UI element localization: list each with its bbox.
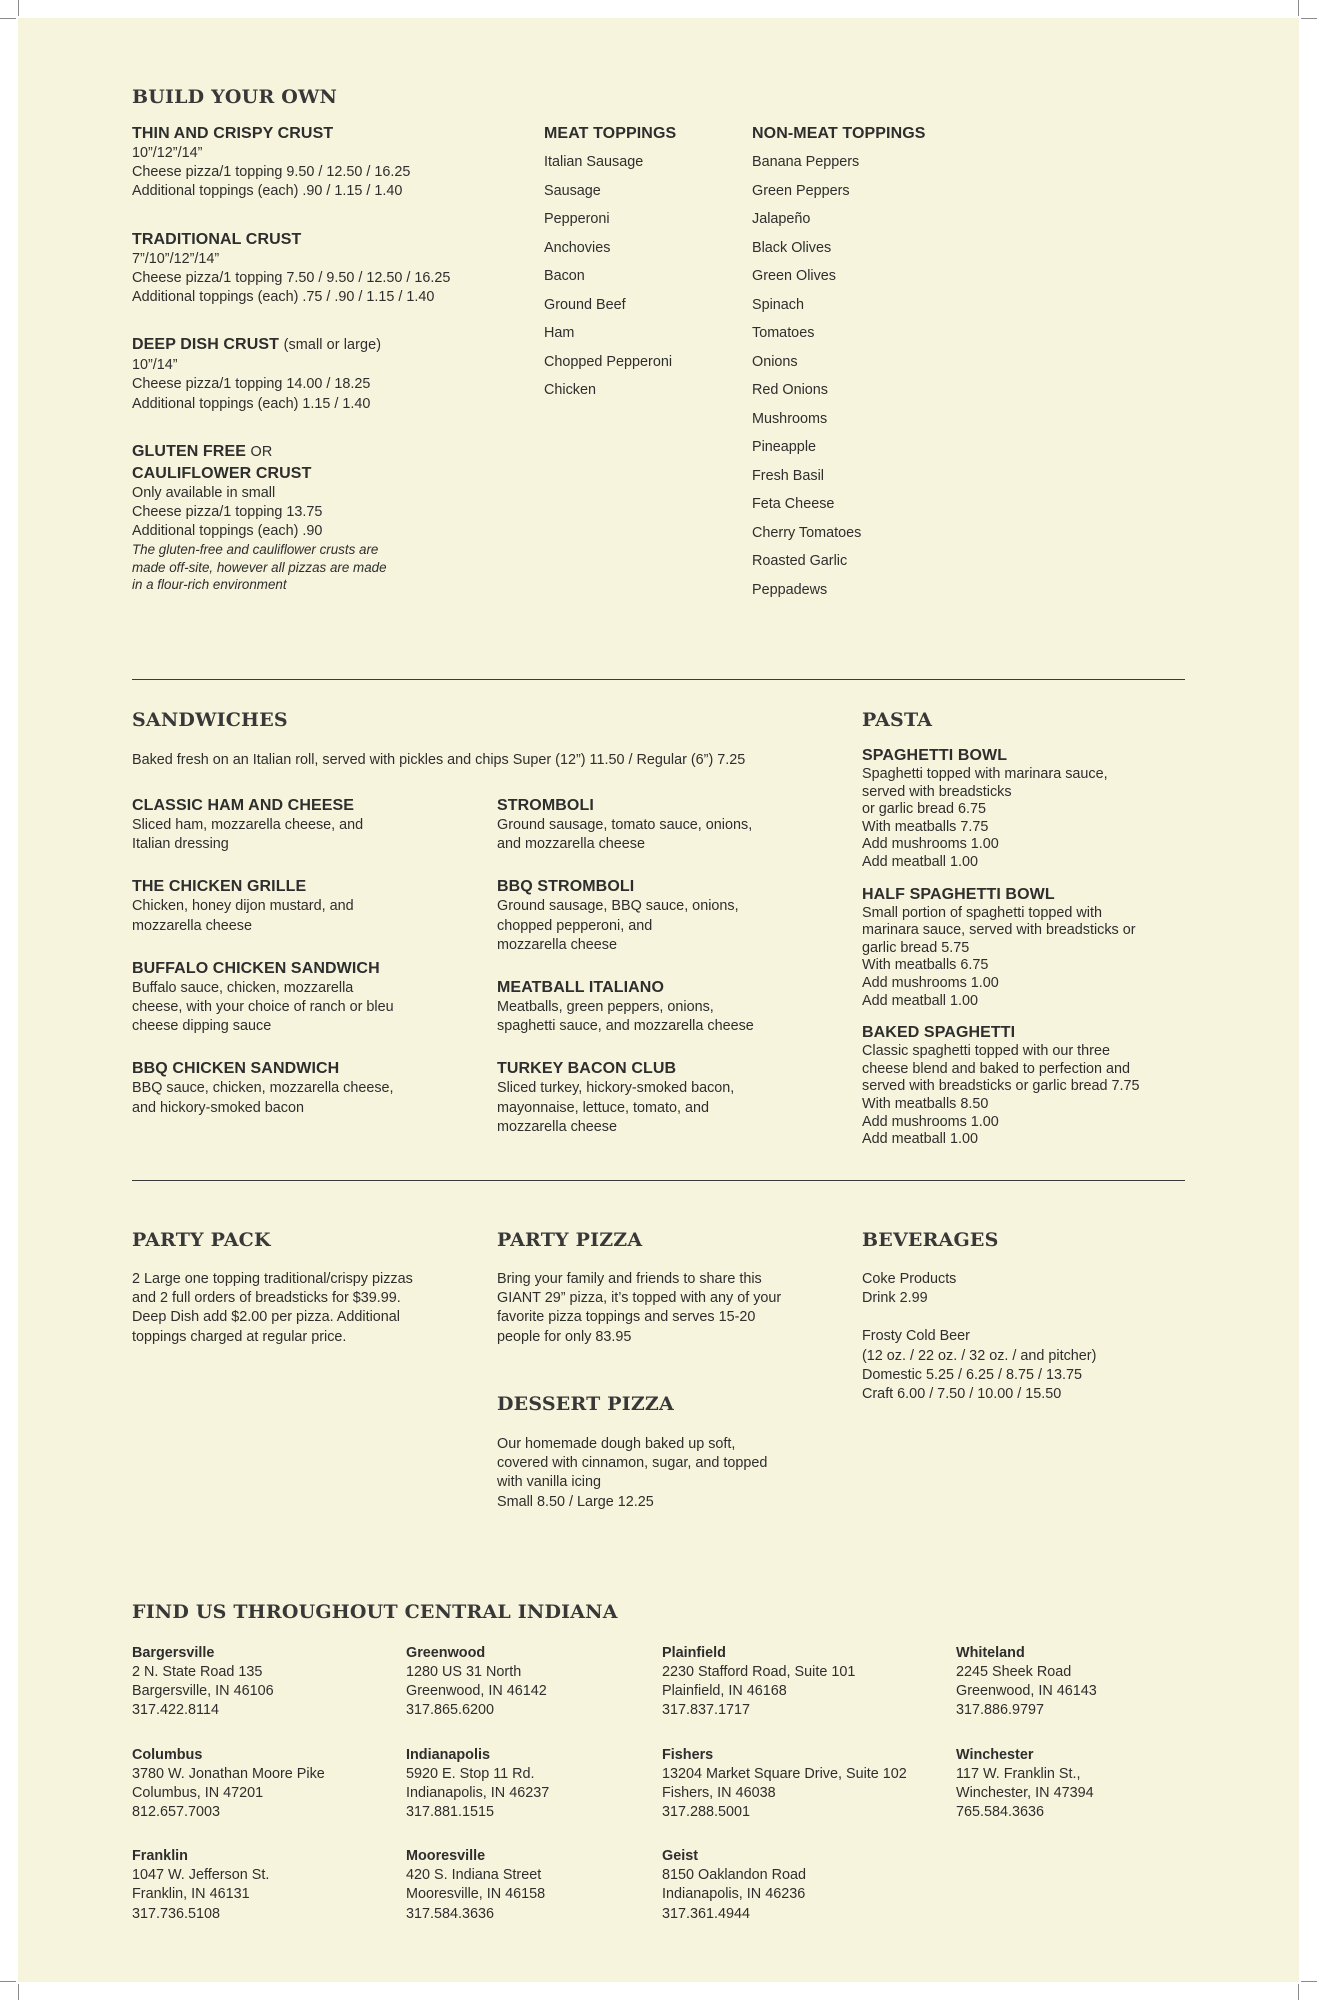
party-pizza-line: favorite pizza toppings and serves 15-20 [497,1309,756,1326]
party-pizza-description [497,1270,781,1347]
gluten-free-disclaimer: The gluten-free and cauliflower crusts are [132,542,379,558]
pasta-item [862,1022,1182,1149]
location-address: 5920 E. Stop 11 Rd. [406,1765,535,1782]
locations-column [662,1644,907,1949]
beverages-heading: BEVERAGES [862,1229,999,1251]
sandwich-name: TURKEY BACON CLUB [497,1060,677,1078]
pasta-option: Add mushrooms 1.00 [862,1113,999,1130]
traditional-crust-price: Cheese pizza/1 topping 7.50 / 9.50 / 12.50 / 16.25 [132,269,451,286]
location-card [132,1847,325,1924]
location-name: Fishers [662,1746,714,1763]
sandwich-name: THE CHICKEN GRILLE [132,878,307,896]
party-pack-line: Deep Dish add $2.00 per pizza. Additional [132,1309,401,1326]
sandwich-name: STROMBOLI [497,797,594,814]
location-name: Whiteland [956,1645,1025,1661]
location-city: Bargersville, IN 46106 [132,1683,274,1700]
sandwich-description: Chicken, honey dijon mustard, and [132,898,354,915]
deep-dish-crust-note: (small or large) [283,337,382,354]
location-card [406,1847,549,1924]
coke-products: Coke Products [862,1271,957,1287]
crop-mark [0,1981,16,1982]
sandwiches-intro: Baked fresh on an Italian roll, served with pickles and chips Super (12”) 11.50 / Regular (6”) 7.25 [132,752,746,768]
location-card [662,1746,907,1823]
non-meat-topping-item: Spinach [752,296,805,313]
pasta-option: Add meatball 1.00 [862,992,979,1009]
location-name: Mooresville [406,1848,486,1865]
non-meat-topping-item: Black Olives [752,239,832,256]
location-name: Winchester [956,1746,1034,1763]
pasta-option: Add mushrooms 1.00 [862,836,999,853]
gluten-free-toppings-price: Additional toppings (each) .90 [132,523,323,540]
crop-mark [1298,1984,1299,2000]
locations-column [956,1644,1097,1847]
location-address: 2230 Stafford Road, Suite 101 [662,1664,856,1680]
gluten-free-name: GLUTEN FREE [132,442,246,460]
deep-dish-crust-price: Cheese pizza/1 topping 14.00 / 18.25 [132,376,371,393]
gluten-free-availability: Only available in small [132,484,276,501]
location-city: Franklin, IN 46131 [132,1886,250,1903]
thin-crust-name: THIN AND CRISPY CRUST [132,125,334,142]
location-city: Winchester, IN 47394 [956,1784,1094,1801]
pasta-description: marinara sauce, served with breadsticks or [862,922,1136,939]
sandwich-description: Meatballs, green peppers, onions, [497,999,714,1016]
sandwich-name: CLASSIC HAM AND CHEESE [132,797,355,814]
traditional-crust-toppings-price: Additional toppings (each) .75 / .90 / 1.15 / 1.40 [132,289,435,306]
party-pack-line: toppings charged at regular price. [132,1328,347,1345]
sandwich-description: chopped pepperoni, and [497,917,653,934]
location-phone: 317.881.1515 [406,1804,495,1821]
meat-toppings [544,123,676,405]
meat-topping-item: Bacon [544,268,585,284]
non-meat-topping-item: Mushrooms [752,410,828,427]
sandwich-description: Ground sausage, tomato sauce, onions, [497,817,753,833]
sandwich-name: BBQ STROMBOLI [497,878,635,896]
pasta-description: served with breadsticks or garlic bread 7.75 [862,1078,1140,1095]
location-address: 1047 W. Jefferson St. [132,1867,270,1884]
pasta-option: Add meatball 1.00 [862,1131,979,1148]
party-pizza-heading: PARTY PIZZA [497,1229,643,1251]
location-address: 3780 W. Jonathan Moore Pike [132,1765,325,1782]
sandwich-name: BBQ CHICKEN SANDWICH [132,1060,340,1078]
crop-mark [1301,18,1317,19]
pasta-name: SPAGHETTI BOWL [862,747,1008,764]
location-phone: 317.886.9797 [956,1702,1045,1719]
pasta-item [862,745,1182,872]
sandwich-item [132,876,472,935]
section-divider [132,1180,1185,1181]
beer-heading: Frosty Cold Beer [862,1328,970,1345]
pasta-description: served with breadsticks [862,783,1012,800]
location-card [662,1644,907,1721]
non-meat-topping-item: Jalapeño [752,211,811,227]
party-pizza-line: GIANT 29” pizza, it’s topped with any of your [497,1290,782,1307]
non-meat-toppings-heading: NON-MEAT TOPPINGS [752,125,926,142]
crop-mark [18,1984,19,2000]
sandwich-item [497,876,837,955]
sandwich-description: mayonnaise, lettuce, tomato, and [497,1099,709,1116]
location-phone: 317.865.6200 [406,1702,495,1719]
sandwich-description: mozzarella cheese [497,936,617,953]
non-meat-topping-item: Peppadews [752,581,828,598]
pasta-column [862,745,1182,1149]
pasta-option: With meatballs 7.75 [862,818,989,835]
location-address: 2245 Sheek Road [956,1664,1072,1680]
location-phone: 812.657.7003 [132,1804,221,1821]
sandwich-description: Buffalo sauce, chicken, mozzarella [132,979,354,996]
meat-topping-item: Chopped Pepperoni [544,353,673,370]
sandwich-item [132,795,472,854]
location-name: Indianapolis [406,1746,490,1763]
sandwich-description: mozzarella cheese [132,917,252,934]
deep-dish-crust-toppings-price: Additional toppings (each) 1.15 / 1.40 [132,395,371,412]
non-meat-topping-item: Cherry Tomatoes [752,524,862,541]
pasta-name: BAKED SPAGHETTI [862,1024,1016,1042]
sandwich-name: BUFFALO CHICKEN SANDWICH [132,959,380,977]
sandwich-description: and mozzarella cheese [497,836,645,853]
sandwich-item [132,958,472,1037]
coke-price: Drink 2.99 [862,1290,928,1307]
meat-topping-item: Anchovies [544,239,611,256]
sandwich-item [132,1058,472,1117]
gluten-free-or: OR [250,443,273,460]
gluten-free-disclaimer: in a flour-rich environment [132,577,287,593]
gluten-free-disclaimer: made off-site, however all pizzas are made [132,559,387,575]
location-city: Indianapolis, IN 46236 [662,1886,806,1903]
deep-dish-crust-sizes: 10”/14” [132,357,178,374]
non-meat-topping-item: Red Onions [752,382,828,398]
deep-dish-crust-name: DEEP DISH CRUST [132,336,280,354]
beer-craft-price: Craft 6.00 / 7.50 / 10.00 / 15.50 [862,1386,1062,1403]
dessert-pizza-price: Small 8.50 / Large 12.25 [497,1493,654,1510]
location-phone: 317.422.8114 [132,1702,219,1719]
traditional-crust-sizes: 7”/10”/12”/14” [132,250,220,267]
location-address: 13204 Market Square Drive, Suite 102 [662,1765,907,1782]
dessert-pizza-heading: DESSERT PIZZA [497,1393,674,1415]
location-city: Columbus, IN 47201 [132,1784,264,1801]
meat-toppings-heading: MEAT TOPPINGS [544,125,677,142]
location-address: 420 S. Indiana Street [406,1867,542,1884]
non-meat-topping-item: Roasted Garlic [752,553,848,569]
sandwiches-right-column [497,795,837,1159]
party-pizza-line: Bring your family and friends to share this [497,1271,762,1287]
meat-topping-item: Pepperoni [544,211,610,227]
location-card [406,1644,549,1721]
non-meat-topping-item: Fresh Basil [752,467,824,484]
pasta-option: Add mushrooms 1.00 [862,974,999,991]
location-address: 117 W. Franklin St., [956,1765,1081,1782]
pasta-description: or garlic bread 6.75 [862,801,986,818]
party-pizza-line: people for only 83.95 [497,1328,632,1345]
location-card [132,1644,325,1721]
dessert-pizza-line: covered with cinnamon, sugar, and topped [497,1455,768,1472]
pasta-description: Classic spaghetti topped with our three [862,1043,1110,1060]
meat-topping-item: Ground Beef [544,296,626,313]
locations-column [406,1644,549,1949]
location-city: Greenwood, IN 46143 [956,1683,1097,1700]
gluten-free-price: Cheese pizza/1 topping 13.75 [132,504,323,521]
thin-crust-toppings-price: Additional toppings (each) .90 / 1.15 / 1.40 [132,183,403,200]
pasta-description: cheese blend and baked to perfection and [862,1060,1131,1077]
traditional-crust [132,229,532,308]
meat-topping-item: Ham [544,325,575,341]
pasta-description: Small portion of spaghetti topped with [862,904,1102,921]
location-address: 1280 US 31 North [406,1664,522,1680]
sandwich-item [497,977,837,1036]
non-meat-topping-item: Banana Peppers [752,154,860,170]
sandwich-description: BBQ sauce, chicken, mozzarella cheese, [132,1080,394,1097]
sandwich-description: Sliced ham, mozzarella cheese, and [132,817,364,833]
dessert-pizza-line: with vanilla icing [497,1474,601,1491]
locations-column [132,1644,325,1949]
location-name: Plainfield [662,1645,726,1661]
location-name: Greenwood [406,1645,486,1661]
pasta-heading: PASTA [862,709,933,731]
location-phone: 317.736.5108 [132,1905,221,1922]
crop-mark [1298,0,1299,16]
non-meat-topping-item: Tomatoes [752,325,815,341]
location-address: 2 N. State Road 135 [132,1664,263,1680]
crust-options [132,123,532,594]
non-meat-topping-item: Green Peppers [752,182,850,199]
sandwich-item [497,795,837,854]
pasta-description: garlic bread 5.75 [862,939,970,956]
locations-heading: FIND US THROUGHOUT CENTRAL INDIANA [132,1601,618,1623]
crop-mark [18,0,19,16]
sandwich-item [497,1058,837,1137]
sandwich-description: Ground sausage, BBQ sauce, onions, [497,898,739,915]
meat-topping-item: Sausage [544,182,601,199]
pasta-option: With meatballs 6.75 [862,957,989,974]
dessert-pizza-line: Our homemade dough baked up soft, [497,1436,736,1452]
party-pack-line: 2 Large one topping traditional/crispy pizzas [132,1271,413,1287]
pasta-description: Spaghetti topped with marinara sauce, [862,766,1108,782]
non-meat-toppings [752,123,926,604]
cauliflower-crust-name: CAULIFLOWER CRUST [132,464,312,482]
crop-mark [0,18,16,19]
location-city: Fishers, IN 46038 [662,1784,776,1801]
sandwiches-heading: SANDWICHES [132,709,288,731]
pasta-option: With meatballs 8.50 [862,1095,989,1112]
location-city: Mooresville, IN 46158 [406,1886,546,1903]
sandwich-description: cheese dipping sauce [132,1018,272,1035]
location-phone: 317.361.4944 [662,1905,751,1922]
location-card [406,1746,549,1823]
location-city: Plainfield, IN 46168 [662,1683,787,1700]
thin-crust [132,123,532,202]
location-name: Geist [662,1848,698,1865]
location-phone: 317.584.3636 [406,1905,495,1922]
beer-sizes: (12 oz. / 22 oz. / 32 oz. / and pitcher) [862,1347,1097,1364]
location-card [662,1847,907,1924]
sandwich-description: Sliced turkey, hickory-smoked bacon, [497,1080,735,1097]
location-city: Greenwood, IN 46142 [406,1683,547,1700]
location-name: Bargersville [132,1645,215,1661]
pasta-item [862,884,1182,1011]
deep-dish-crust [132,334,532,414]
non-meat-topping-item: Feta Cheese [752,496,835,512]
party-pack-heading: PARTY PACK [132,1229,271,1251]
party-pack-description [132,1270,413,1347]
location-phone: 317.837.1717 [662,1702,751,1719]
sandwich-description: and hickory-smoked bacon [132,1099,304,1116]
sandwich-description: spaghetti sauce, and mozzarella cheese [497,1018,754,1035]
location-name: Columbus [132,1746,203,1763]
meat-topping-item: Chicken [544,382,596,398]
thin-crust-price: Cheese pizza/1 topping 9.50 / 12.50 / 16.25 [132,164,411,181]
non-meat-topping-item: Onions [752,353,798,370]
location-card [132,1746,325,1823]
location-card [956,1746,1097,1823]
sandwich-description: mozzarella cheese [497,1118,617,1135]
location-phone: 317.288.5001 [662,1804,751,1821]
dessert-pizza-description [497,1435,767,1512]
traditional-crust-name: TRADITIONAL CRUST [132,230,302,248]
location-city: Indianapolis, IN 46237 [406,1784,550,1801]
beverages-list [862,1270,1096,1404]
location-address: 8150 Oaklandon Road [662,1867,807,1884]
location-name: Franklin [132,1848,188,1865]
build-your-own-heading: BUILD YOUR OWN [132,86,338,108]
beer-domestic-price: Domestic 5.25 / 6.25 / 8.75 / 13.75 [862,1366,1082,1383]
location-card [956,1644,1097,1721]
meat-topping-item: Italian Sausage [544,154,644,170]
sandwiches-left-column [132,795,472,1140]
non-meat-topping-item: Green Olives [752,268,836,284]
pasta-name: HALF SPAGHETTI BOWL [862,885,1055,903]
pasta-option: Add meatball 1.00 [862,853,979,870]
gluten-free-crust [132,441,532,594]
sandwich-name: MEATBALL ITALIANO [497,979,665,997]
non-meat-topping-item: Pineapple [752,439,817,455]
location-phone: 765.584.3636 [956,1804,1045,1821]
sandwich-description: cheese, with your choice of ranch or bleu [132,999,394,1016]
section-divider [132,679,1185,680]
party-pack-line: and 2 full orders of breadsticks for $39.99. [132,1290,401,1307]
sandwich-description: Italian dressing [132,836,229,853]
thin-crust-sizes: 10”/12”/14” [132,145,203,161]
crop-mark [1301,1981,1317,1982]
